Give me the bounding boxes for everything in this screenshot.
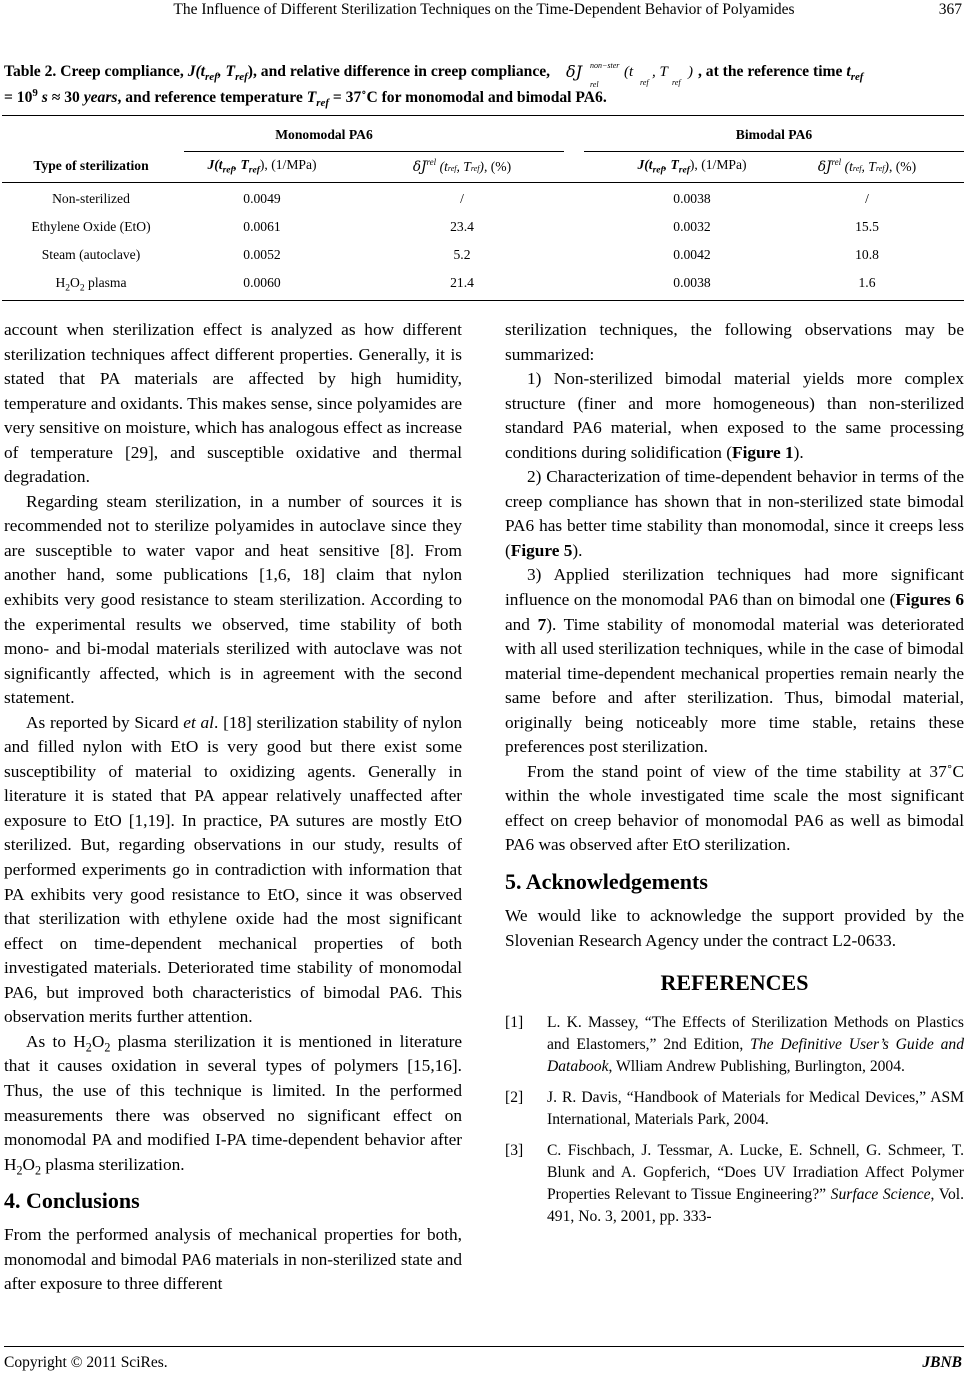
left-column: [4, 318, 462, 1297]
group-underline-bi: [584, 151, 964, 152]
right-column: [505, 318, 964, 1237]
paragraph: From the stand point of view of the time stability at 37˚C within the whole investigated time scale the most significant effect on creep behavior of monomodal PA6 as well as bimodal PA6 was observed after EtO sterilization.: [505, 761, 964, 855]
row-header: Type of sterilization: [33, 158, 149, 173]
reference-item: [2] J. R. Davis, “Handbook of Materials for Medical Devices,” ASM International, Materials Park, 2004.: [505, 1088, 964, 1128]
paragraph: From the performed analysis of mechanical properties for both, monomodal and bimodal PA6 materials in non-sterilized state and after exposure to three different: [4, 1225, 462, 1294]
paragraph: Regarding steam sterilization, in a number of sources it is recommended not to sterilize polyamides in autoclave since they are susceptible to water vapor and heat sensitive [8]. From another hand, some publications [1,6, 18] claim that nylon exhibits very good resistance to steam sterilization. According to the experimental results we observed, time stability of both mono- and bi-modal materials sterilized with autoclave was not significantly affected, which is in agreement with the second statement.: [4, 491, 462, 708]
section-heading-conclusions: 4. Conclusions: [4, 1188, 140, 1214]
group-underline-mono: [184, 151, 564, 152]
col-header-mono-j: $J(t_{ref}$, $T_{ref}$), (1/MPa): [207, 157, 317, 176]
running-header: [0, 1, 968, 23]
paper-page: The Influence of Different Sterilization Techniques on the Time-Dependent Behavior of Polyamides 367 Table 2. Creep compliance, $J(t_{ref}$, $T_{ref}$), and relative difference in creep compliance, δJ non−ster rel (t ref , T ref ) , at the reference time $t_{ref}$ = $10^9$ s ≈ 30 years, and reference temperature $T_{ref}$ = 37˚C for monomodal and bimodal PA6. Monomodal PA6 Bimodal PA6 Type of sterilization $J(t_{ref}$, $T_{ref}$), (1/MPa) $\delta J^{rel}$ (tref, Tref), (%) $J(t_{ref}$, $T_{ref}$), (1/MPa) $\delta J^{rel}$ (tref, Tref), (%) Non-sterilized 0.0049 / 0.0038 / Ethylene Oxide (EtO) 0.0061 23.4 0.0032 15.5 Steam (autoclave) 0.0052 5.2 0.0042 10.8 $H_2O_2$ plasma 0.0060 21.4 0.0038 1.6 account when sterilization effect is analyzed as how different sterilization techniques affect different properties. Generally, it is stated that PA materials are affected by high humidity, temperature and oxidants. This makes sense, since polyamides are very sensitive on moisture, which has analogous effect as increase of temperature [29], and susceptible oxidative and thermal degradation. Regarding steam sterilization, in a number of sources it is recommended not to sterilize polyamides in autoclave since they are susceptible to water vapor and heat sensitive [8]. From another hand, some publications [1,6, 18] claim that nylon exhibits very good resistance to steam sterilization. According to the experimental results we observed, time stability of both mono- and bi-modal materials sterilized with autoclave was not significantly affected, which is in agreement with the second statement. As reported by Sicard et al. [18] sterilization stability of nylon and filled nylon with EtO is very good but there exist some susceptibility of material to oxidizing agents. Generally in literature it is stated that PA appear relatively unaffected after exposure to EtO [1,19]. In practice, PA sutures are mostly EtO sterilized. But, regarding observations in our study, results of performed experiments go in contradiction with information that PA exhibits very good resistance to EtO, since it was observed that sterilization with ethylene oxide had the most significant effect on time-dependent mechanical properties of both investigated materials. Deteriorated time stability of monomodal PA6, but improved both characteristics of bimodal PA6. This observation merits further attention. As to $H_2O_2$ plasma sterilization it is mentioned in literature that it causes oxidation in several types of polymers [15,16]. Thus, the use of this technique is limited. In the performed measurements there was observed no significant effect on monomodal PA and modified I-PA time-dependent behavior after $H_2O_2$ plasma sterilization. 4. Conclusions From the performed analysis of mechanical properties for both, monomodal and bimodal PA6 materials in non-sterilized state and after exposure to three different sterilization techniques, the following observations may be summarized: 1) Non-sterilized bimodal material yields more complex structure (finer and more homogeneous) than non-sterilized standard PA6 material, when exposed to the same processing conditions during solidification (Figure 1). 2) Characterization of time-dependent behavior in terms of the creep compliance has shown that in non-sterilized state bimodal PA6 has better time stability than monomodal, since it creeps less (Figure 5). 3) Applied sterilization techniques had more significant influence on the monomodal PA6 than on bimodal one (Figures 6 and 7). Time stability of monomodal material was deteriorated with all used sterilization techniques, while in the case of bimodal material time-dependent mechanical properties remain nearly the same before and after sterilization. Thus, bimodal material, originally being noticeably more time stable, retains these preferences post sterilization. From the stand point of view of the time stability at 37˚C within the whole investigated time scale the most significant effect on creep behavior of monomodal PA6 as well as bimodal PA6 was observed after EtO sterilization. 5. Acknowledgements We would like to acknowledge the support provided by the Slovenian Research Agency under the contract L2-0633. REFERENCES [1] L. K. Massey, “The Effects of Sterilization Methods on Plastics and Elastomers,” 2nd Edition, The Definitive User’s Guide and Databook, Wlliam Andrew Publishing, Burlington, 2004. [2] J. R. Davis, “Handbook of Materials for Medical Devices,” ASM International, Materials Park, 2004. [3] C. Fischbach, J. Tessmar, A. Lucke, E. Schnell, G. Schmeer, T. Blunk and A. Gopferich, “Does UV Irradiation Affect Polymer Properties Relevant to Tissue Engineering?” Surface Science, Vol. 491, No. 3, 2001, pp. 333- Copyright © 2011 SciRes. JBNB: [0, 0, 968, 1386]
table-top-rule: [2, 115, 964, 116]
table-bottom-rule: [2, 300, 964, 301]
paragraph: We would like to acknowledge the support provided by the Slovenian Research Agency under the contract L2-0633.: [505, 906, 964, 950]
page-number: 367: [938, 1, 962, 18]
paragraph: 2) Characterization of time-dependent behavior in terms of the creep compliance has shown that in non-sterilized state bimodal PA6 has better time stability than monomodal, since it creeps less (Figure 5).: [505, 467, 964, 560]
group-header-bimodal: Bimodal PA6: [735, 127, 813, 142]
col-header-bi-j: $J(t_{ref}$, $T_{ref}$), (1/MPa): [637, 157, 747, 176]
header-rule: [2, 182, 964, 183]
references-heading: REFERENCES: [660, 970, 809, 996]
reference-item: [3] C. Fischbach, J. Tessmar, A. Lucke, E. Schnell, G. Schmeer, T. Blunk and A. Gopferich, “Does UV Irradiation Affect Polymer Properties Relevant to Tissue Engineering?” Surface Science, Vol. 491, No. 3, 2001, pp. 333-: [505, 1141, 964, 1225]
section-heading-acknowledgements: 5. Acknowledgements: [505, 869, 708, 895]
relative-difference-symbol: δJ non−ster rel (t ref , T ref ): [565, 61, 693, 89]
table-caption: Table 2. Creep compliance, $J(t_{ref}$, $T_{ref}$), and relative difference in creep compliance, δJ non−ster rel (t ref , T ref ) , at the reference time $t_{ref}$ = $10^9$ s ≈ 30 years, and reference temperature $T_{ref}$ = 37˚C for monomodal and bimodal PA6.: [4, 58, 964, 111]
reference-item: [1] L. K. Massey, “The Effects of Sterilization Methods on Plastics and Elastomers,” 2nd Edition, The Definitive User’s Guide and Databook, Wlliam Andrew Publishing, Burlington, 2004.: [505, 1013, 964, 1075]
paragraph: account when sterilization effect is analyzed as how different sterilization techniques affect different properties. Generally, it is stated that PA materials are affected by high humidity, temperature and oxidants. This makes sense, since polyamides are very sensitive on moisture, which has analogous effect as increase of temperature [29], and susceptible oxidative and thermal degradation.: [4, 320, 462, 487]
paragraph: As to $H_2O_2$ plasma sterilization it is mentioned in literature that it causes oxidation in several types of polymers [15,16]. Thus, the use of this technique is limited. In the performed measurements there was observed no significant effect on monomodal PA and modified I-PA time-dependent behavior after $H_2O_2$ plasma sterilization.: [4, 1031, 462, 1178]
running-title: The Influence of Different Sterilization Techniques on the Time-Dependent Behavior of Polyamides: [173, 1, 795, 18]
col-header-mono-rel: $\delta J^{rel}$ (tref, Tref), (%): [412, 157, 512, 175]
paragraph: 3) Applied sterilization techniques had more significant influence on the monomodal PA6 than on bimodal one (Figures 6 and 7). Time stability of monomodal material was deteriorated with all used sterilization techniques, while in the case of bimodal material time-dependent mechanical properties remain nearly the same before and after sterilization. Thus, bimodal material, originally being noticeably more time stable, retains these preferences post sterilization.: [505, 565, 964, 757]
paragraph: 1) Non-sterilized bimodal material yields more complex structure (finer and more homogeneous) than non-sterilized standard PA6 material, when exposed to the same processing conditions during solidification (Figure 1).: [505, 369, 964, 462]
col-header-bi-rel: $\delta J^{rel}$ (tref, Tref), (%): [817, 157, 917, 175]
footer-rule: [4, 1346, 964, 1347]
journal-abbreviation: JBNB: [922, 1354, 962, 1371]
paragraph: As reported by Sicard et al. [18] sterilization stability of nylon and filled nylon with EtO is very good but there exist some susceptibility of material to oxidizing agents. Generally in literature it is stated that PA appear relatively unaffected after exposure to EtO [1,19]. In practice, PA sutures are mostly EtO sterilized. But, regarding observations in our study, results of performed experiments go in contradiction with information that PA exhibits very good resistance to EtO, since it was observed that sterilization with ethylene oxide had the most significant effect on time-dependent mechanical properties of both investigated materials. Deteriorated time stability of monomodal PA6, but improved both characteristics of bimodal PA6. This observation merits further attention.: [4, 712, 462, 1027]
paragraph: sterilization techniques, the following observations may be summarized:: [505, 320, 964, 364]
copyright-notice: Copyright © 2011 SciRes.: [4, 1354, 168, 1371]
group-header-monomodal: Monomodal PA6: [275, 127, 373, 142]
